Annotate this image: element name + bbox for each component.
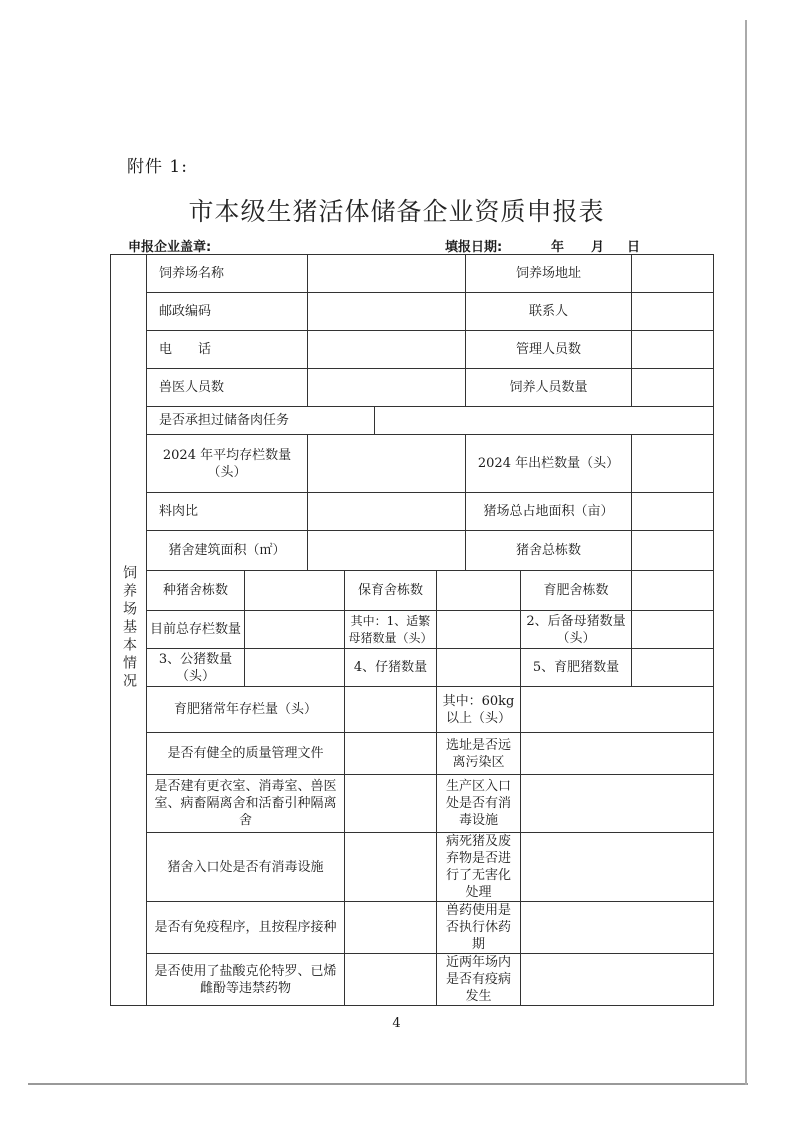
table-row: [111, 571, 714, 611]
input-site-pollution[interactable]: [521, 733, 714, 775]
table-row: [111, 611, 714, 649]
input-withdrawal-period[interactable]: [521, 902, 714, 954]
input-feed-ratio[interactable]: [308, 493, 466, 531]
table-row: [111, 369, 714, 407]
label-vets-count: 兽医人员数: [147, 369, 308, 407]
label-farm-address: 饲养场地址: [466, 255, 632, 293]
input-immunization[interactable]: [345, 902, 437, 954]
label-avg-stock-2024: 2024 年平均存栏数量（头）: [147, 435, 308, 493]
input-reserve-sows[interactable]: [632, 611, 714, 649]
input-avg-stock-2024[interactable]: [308, 435, 466, 493]
input-breeding-sows[interactable]: [437, 611, 521, 649]
input-contact-person[interactable]: [632, 293, 714, 331]
scan-edge-bottom: [28, 1083, 748, 1085]
month-label: 月: [591, 240, 605, 255]
input-reserve-task[interactable]: [375, 407, 714, 435]
label-postal-code: 邮政编码: [147, 293, 308, 331]
day-label: 日: [627, 240, 641, 255]
label-piglets: 4、仔猪数量: [345, 649, 437, 687]
attachment-label: 附件 1:: [127, 157, 188, 177]
label-building-area: 猪舍建筑面积（㎡）: [147, 531, 308, 571]
input-sold-2024[interactable]: [632, 435, 714, 493]
label-reserve-task: 是否承担过储备肉任务: [147, 407, 375, 435]
input-house-disinfection[interactable]: [345, 833, 437, 902]
label-reserve-sows: 2、后备母猪数量（头）: [521, 611, 632, 649]
table-row: [111, 493, 714, 531]
table-row: [111, 407, 714, 435]
label-breeding-sows: 其中：1、适繁母猪数量（头）: [345, 611, 437, 649]
label-keepers-count: 饲养人员数量: [466, 369, 632, 407]
label-nursery-houses: 保育舍栋数: [345, 571, 437, 611]
side-label: 饲养场基本情况: [121, 564, 137, 691]
label-over-60kg: 其中：60kg以上（头）: [437, 687, 521, 733]
input-farm-address[interactable]: [632, 255, 714, 293]
label-fattening-pigs: 5、育肥猪数量: [521, 649, 632, 687]
input-banned-drugs[interactable]: [345, 954, 437, 1006]
table-row: [111, 293, 714, 331]
label-feed-ratio: 料肉比: [147, 493, 308, 531]
table-row: [111, 954, 714, 1006]
input-total-buildings[interactable]: [632, 531, 714, 571]
label-phone: 电 话: [147, 331, 308, 369]
year-label: 年: [551, 240, 565, 255]
label-total-buildings: 猪舍总栋数: [466, 531, 632, 571]
input-nursery-houses[interactable]: [437, 571, 521, 611]
input-farm-name[interactable]: [308, 255, 466, 293]
label-entrance-disinfection: 生产区入口处是否有消毒设施: [437, 775, 521, 833]
page-number: 4: [392, 1016, 401, 1031]
table-row: [111, 435, 714, 493]
label-breeding-houses: 种猪舍栋数: [147, 571, 245, 611]
input-keepers-count[interactable]: [632, 369, 714, 407]
input-quality-docs[interactable]: [345, 733, 437, 775]
label-boars: 3、公猪数量（头）: [147, 649, 245, 687]
input-breeding-houses[interactable]: [245, 571, 345, 611]
input-over-60kg[interactable]: [521, 687, 714, 733]
input-building-area[interactable]: [308, 531, 466, 571]
input-total-area[interactable]: [632, 493, 714, 531]
table-row: [111, 531, 714, 571]
label-managers-count: 管理人员数: [466, 331, 632, 369]
label-total-area: 猪场总占地面积（亩）: [466, 493, 632, 531]
label-current-stock: 目前总存栏数量: [147, 611, 245, 649]
input-fattening-houses[interactable]: [632, 571, 714, 611]
input-piglets[interactable]: [437, 649, 521, 687]
input-facilities[interactable]: [345, 775, 437, 833]
label-fattening-houses: 育肥舍栋数: [521, 571, 632, 611]
label-facilities: 是否建有更衣室、消毒室、兽医室、病畜隔离舍和活畜引种隔离舍: [147, 775, 345, 833]
input-harmless-treatment[interactable]: [521, 833, 714, 902]
input-disease-history[interactable]: [521, 954, 714, 1006]
application-form-table: [110, 254, 714, 1006]
label-farm-name: 饲养场名称: [147, 255, 308, 293]
date-label: 填报日期:: [445, 240, 503, 255]
label-site-pollution: 选址是否远离污染区: [437, 733, 521, 775]
page-title: 市本级生猪活体储备企业资质申报表: [188, 197, 605, 226]
input-boars[interactable]: [245, 649, 345, 687]
table-row: [111, 255, 714, 293]
label-house-disinfection: 猪舍入口处是否有消毒设施: [147, 833, 345, 902]
scan-edge-right: [745, 20, 747, 1085]
label-harmless-treatment: 病死猪及废弃物是否进行了无害化处理: [437, 833, 521, 902]
input-managers-count[interactable]: [632, 331, 714, 369]
label-quality-docs: 是否有健全的质量管理文件: [147, 733, 345, 775]
table-row: [111, 902, 714, 954]
seal-label: 申报企业盖章:: [128, 240, 212, 255]
label-banned-drugs: 是否使用了盐酸克伦特罗、已烯雌酚等违禁药物: [147, 954, 345, 1006]
input-entrance-disinfection[interactable]: [521, 775, 714, 833]
date-field: [445, 236, 640, 255]
table-row: [111, 833, 714, 902]
label-disease-history: 近两年场内是否有疫病发生: [437, 954, 521, 1006]
label-immunization: 是否有免疫程序，且按程序接种: [147, 902, 345, 954]
input-fattening-stock[interactable]: [345, 687, 437, 733]
input-fattening-pigs[interactable]: [632, 649, 714, 687]
input-current-stock[interactable]: [245, 611, 345, 649]
label-withdrawal-period: 兽药使用是否执行休药期: [437, 902, 521, 954]
label-sold-2024: 2024 年出栏数量（头）: [466, 435, 632, 493]
label-fattening-stock: 育肥猪常年存栏量（头）: [147, 687, 345, 733]
table-row: [111, 649, 714, 687]
table-row: [111, 733, 714, 775]
input-phone[interactable]: [308, 331, 466, 369]
table-row: [111, 775, 714, 833]
table-row: [111, 687, 714, 733]
input-vets-count[interactable]: [308, 369, 466, 407]
label-contact-person: 联系人: [466, 293, 632, 331]
side-label-cell: [111, 255, 147, 1006]
input-postal-code[interactable]: [308, 293, 466, 331]
table-row: [111, 331, 714, 369]
